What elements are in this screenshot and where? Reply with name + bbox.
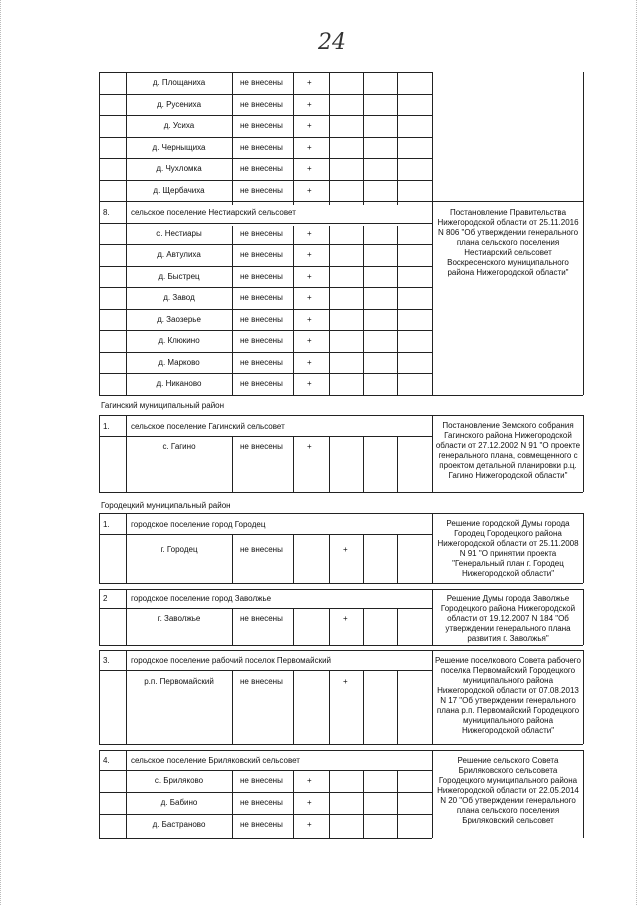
settlement-number: 3. (103, 656, 110, 665)
settlement-number: 8. (103, 208, 110, 217)
table-column-rule (293, 608, 294, 645)
status-text: не внесены (240, 776, 283, 785)
table-rule (99, 373, 432, 374)
table-rule (99, 792, 432, 793)
status-text: не внесены (240, 250, 283, 259)
table-column-rule (432, 415, 433, 492)
table-column-rule (583, 589, 584, 645)
table-rule (99, 436, 432, 437)
plus-mark: + (307, 143, 312, 152)
table-rule (99, 180, 432, 181)
table-column-rule (432, 513, 433, 583)
status-text: не внесены (240, 442, 283, 451)
status-text: не внесены (240, 358, 283, 367)
table-rule (99, 223, 432, 224)
settlement-name: с. Гагино (162, 442, 196, 451)
table-column-rule (99, 589, 100, 645)
status-text: не внесены (240, 121, 283, 130)
plus-mark: + (343, 614, 348, 623)
district-header: Городецкий муниципальный район (101, 501, 231, 510)
table-rule (99, 309, 432, 310)
table-rule (99, 330, 432, 331)
plus-mark: + (307, 229, 312, 238)
table-column-rule (397, 72, 398, 205)
scan-edge-right (636, 0, 638, 905)
table-column-rule (363, 670, 364, 744)
table-column-rule (363, 770, 364, 838)
table-column-rule (583, 750, 584, 838)
table-rule (99, 670, 432, 671)
table-rule (99, 137, 432, 138)
table-rule (99, 838, 432, 839)
plus-mark: + (307, 186, 312, 195)
settlement-name: с. Бриляково (154, 776, 204, 785)
table-column-rule (363, 534, 364, 583)
table-rule (99, 266, 432, 267)
table-column-rule (397, 770, 398, 838)
plus-mark: + (307, 358, 312, 367)
settlement-header: сельское поселение Бриляковский сельсовет (131, 756, 300, 765)
table-column-rule (329, 226, 330, 395)
table-column-rule (99, 72, 100, 395)
table-rule (99, 244, 432, 245)
status-text: не внесены (240, 100, 283, 109)
table-column-rule (126, 650, 127, 744)
table-rule (99, 201, 583, 202)
table-column-rule (363, 226, 364, 395)
settlement-header: сельское поселение Нестиарский сельсовет (131, 208, 296, 217)
table-column-rule (397, 436, 398, 492)
table-rule (99, 415, 583, 416)
plus-mark: + (307, 164, 312, 173)
table-rule (99, 513, 583, 514)
table-column-rule (329, 608, 330, 645)
table-column-rule (232, 436, 233, 492)
decree-text: Решение сельского Совета Бриляковского сельсовета Городецкого муниципального района Нижегородской области от 22.05.2014 N 20 "Об утверждении генерального плана сельского поселения Бриляковский сельсовет (437, 756, 579, 825)
table-rule (99, 94, 432, 95)
settlement-header: городское поселение город Городец (131, 520, 266, 529)
settlement-name: д. Усиха (163, 121, 195, 130)
table-column-rule (432, 72, 433, 395)
table-rule (99, 744, 583, 745)
settlement-name: г. Городец (160, 545, 198, 554)
settlement-name: д. Автулиха (157, 250, 201, 259)
plus-mark: + (307, 78, 312, 87)
decree-text: Решение городской Думы города Городец Городецкого района Нижегородской области от 25.11.2008 N 91 "О принятии проекта "Генеральный план г. Городец Нижегородской области" (437, 519, 579, 578)
status-text: не внесены (240, 379, 283, 388)
table-column-rule (293, 670, 294, 744)
table-column-rule (232, 534, 233, 583)
page-number: 24 (318, 30, 346, 55)
table-rule (99, 645, 583, 646)
settlement-name: д. Завод (163, 293, 195, 302)
settlement-name: д. Бабино (160, 798, 198, 807)
table-column-rule (397, 670, 398, 744)
table-rule (99, 492, 583, 493)
status-text: не внесены (240, 272, 283, 281)
settlement-number: 2 (103, 594, 108, 603)
settlement-number: 1. (103, 422, 110, 431)
table-rule (99, 395, 583, 396)
table-rule (99, 72, 432, 73)
plus-mark: + (307, 121, 312, 130)
settlement-header: сельское поселение Гагинский сельсовет (131, 422, 285, 431)
status-text: не внесены (240, 143, 283, 152)
table-column-rule (232, 670, 233, 744)
table-column-rule (397, 534, 398, 583)
table-column-rule (363, 72, 364, 205)
table-rule (99, 750, 583, 751)
table-column-rule (293, 226, 294, 395)
table-column-rule (432, 750, 433, 838)
status-text: не внесены (240, 614, 283, 623)
table-column-rule (583, 650, 584, 744)
status-text: не внесены (240, 315, 283, 324)
settlement-name: д. Русениха (156, 100, 202, 109)
settlement-name: д. Щербачиха (153, 186, 205, 195)
settlement-name: с. Нестиары (156, 229, 202, 238)
decree-text: Постановление Земского собрания Гагинского района Нижегородской области от 27.12.2002 N 91 "О проекте генерального плана, совмещенного с проектом детальной планировки р.ц. Гагино Нижегородской области" (435, 421, 581, 480)
table-column-rule (293, 534, 294, 583)
table-column-rule (99, 415, 100, 492)
table-column-rule (293, 770, 294, 838)
table-column-rule (432, 650, 433, 744)
settlement-name: д. Бастраново (152, 820, 206, 829)
settlement-name: д. Заозерье (157, 315, 201, 324)
table-column-rule (99, 650, 100, 744)
status-text: не внесены (240, 336, 283, 345)
table-column-rule (397, 608, 398, 645)
settlement-name: д. Никаново (156, 379, 202, 388)
table-rule (99, 583, 583, 584)
table-column-rule (329, 436, 330, 492)
table-column-rule (293, 436, 294, 492)
plus-mark: + (307, 250, 312, 259)
status-text: не внесены (240, 798, 283, 807)
status-text: не внесены (240, 186, 283, 195)
table-rule (99, 287, 432, 288)
status-text: не внесены (240, 164, 283, 173)
settlement-name: д. Быстрец (158, 272, 200, 281)
district-header: Гагинский муниципальный район (101, 401, 225, 410)
settlement-name: р.п. Первомайский (144, 677, 214, 686)
table-column-rule (99, 750, 100, 838)
table-column-rule (293, 72, 294, 205)
decree-text: Решение Думы города Заволжье Городецкого района Нижегородской области от 19.12.2007 N 184 "Об утверждении генерального плана развития г. Заволжья" (440, 594, 576, 643)
table-column-rule (99, 513, 100, 583)
plus-mark: + (307, 379, 312, 388)
settlement-name: д. Чухломка (156, 164, 202, 173)
settlement-number: 1. (103, 520, 110, 529)
table-column-rule (583, 72, 584, 395)
table-rule (99, 770, 432, 771)
plus-mark: + (307, 798, 312, 807)
decree-text: Постановление Правительства Нижегородской области от 25.11.2016 N 806 "Об утверждении генерального плана сельского поселения Нестиарский сельсовет Воскресенского муниципального района Нижегородской области" (437, 208, 579, 277)
status-text: не внесены (240, 293, 283, 302)
settlement-header: городское поселение рабочий поселок Первомайский (131, 656, 332, 665)
table-column-rule (329, 534, 330, 583)
scan-edge-left (0, 0, 2, 905)
settlement-number: 4. (103, 756, 110, 765)
settlement-name: д. Марково (158, 358, 200, 367)
table-rule (99, 589, 583, 590)
table-column-rule (232, 226, 233, 395)
table-rule (99, 814, 432, 815)
table-column-rule (363, 608, 364, 645)
table-column-rule (363, 436, 364, 492)
table-column-rule (329, 72, 330, 205)
decree-text: Решение поселкового Совета рабочего поселка Первомайский Городецкого муниципального района Нижегородской области от 07.08.2013 N 17 "Об утверждении генерального плана р.п. Первомайский Городецкого муниципального района Нижегородской области" (435, 656, 581, 735)
table-column-rule (232, 608, 233, 645)
status-text: не внесены (240, 820, 283, 829)
plus-mark: + (307, 820, 312, 829)
settlement-name: д. Площаниха (152, 78, 206, 87)
table-column-rule (583, 513, 584, 583)
status-text: не внесены (240, 677, 283, 686)
plus-mark: + (343, 545, 348, 554)
plus-mark: + (307, 776, 312, 785)
settlement-name: д. Черныщиха (152, 143, 206, 152)
settlement-name: г. Заволжье (157, 614, 201, 623)
settlement-name: д. Клюкино (158, 336, 200, 345)
table-rule (99, 115, 432, 116)
table-column-rule (583, 415, 584, 492)
plus-mark: + (307, 272, 312, 281)
table-rule (99, 608, 432, 609)
plus-mark: + (307, 336, 312, 345)
status-text: не внесены (240, 229, 283, 238)
status-text: не внесены (240, 78, 283, 87)
table-column-rule (432, 589, 433, 645)
plus-mark: + (307, 293, 312, 302)
table-column-rule (126, 415, 127, 492)
table-column-rule (329, 770, 330, 838)
plus-mark: + (307, 100, 312, 109)
plus-mark: + (307, 315, 312, 324)
table-column-rule (232, 770, 233, 838)
plus-mark: + (307, 442, 312, 451)
table-column-rule (329, 670, 330, 744)
settlement-header: городское поселение город Заволжье (131, 594, 272, 603)
table-rule (99, 158, 432, 159)
plus-mark: + (343, 677, 348, 686)
table-rule (99, 352, 432, 353)
status-text: не внесены (240, 545, 283, 554)
table-rule (99, 534, 432, 535)
table-column-rule (232, 72, 233, 205)
table-rule (99, 650, 583, 651)
table-column-rule (397, 226, 398, 395)
